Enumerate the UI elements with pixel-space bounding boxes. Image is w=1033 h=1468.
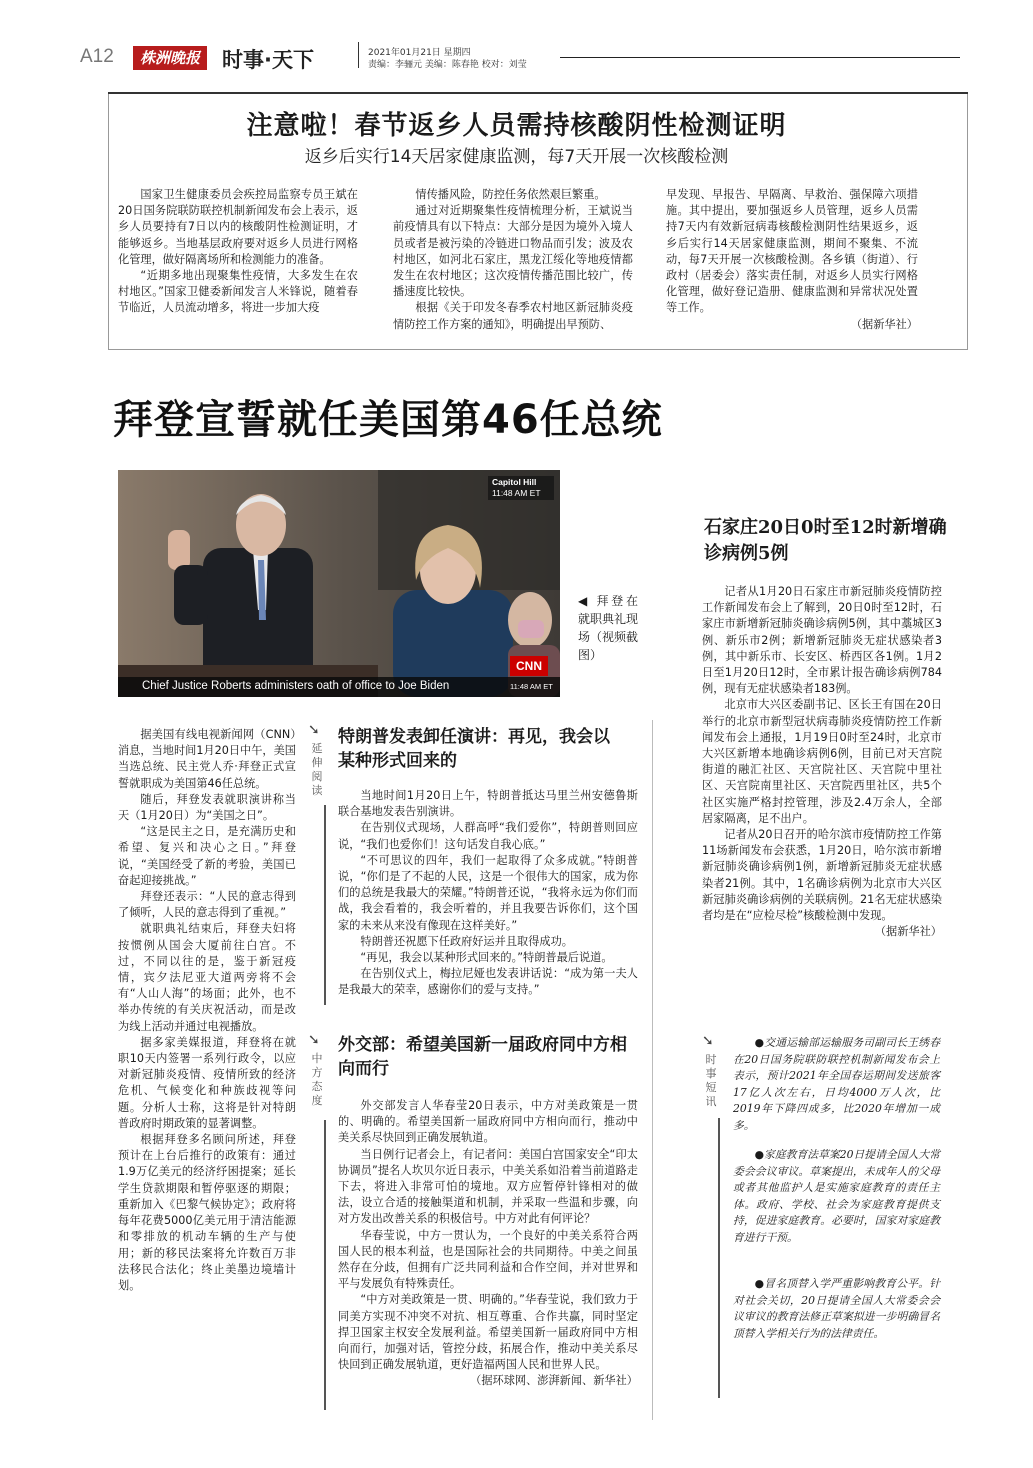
paragraph: 外交部发言人华春莹20日表示，中方对美政策是一贯的、明确的。希望美国新一届政府同中方相向而行，推动中美关系尽快回到正确发展轨道。 (338, 1099, 638, 1145)
paragraph: “再见，我会以某种形式回来的。”特朗普最后说道。 (360, 951, 613, 965)
brief-item: ●交通运输部运输服务司副司长王绣春在20日国务院联防联控机制新闻发布会上表示，预计2021年全国春运期间发送旅客17亿人次左右，日均4000万人次，比2019年下降四成多，比2020年增加一成多。 (733, 1036, 940, 1132)
side-bar (324, 805, 326, 1005)
paragraph: “这是民主之日，是充满历史和希望、复兴和决心之日。”拜登说，“美国经受了新的考验，美国已奋起迎接挑战。” (118, 825, 296, 887)
mfa-story (338, 1098, 638, 1390)
article1-subtitle: 返乡后实行14天居家健康监测，每7天开展一次核酸检测 (304, 147, 729, 167)
paragraph: 随后，拜登发表就职演讲称当天（1月20日）为“美国之日”。 (118, 792, 296, 823)
paragraph: “不可思议的四年，我们一起取得了众多成就。”特朗普说，“你们是了不起的人民，这是一个很伟大的国家，成为你们的总统是我最大的荣耀。”特朗普还说，“我将永远为你们而战，我会看着的，我会听着的，并且我要告诉你们，这个国家的未来从来没有像现在这样美好。” (338, 853, 638, 932)
page-number: A12 (80, 46, 114, 67)
paragraph: 特朗普还祝愿下任政府好运并且取得成功。 (360, 934, 573, 948)
brief-item: ●冒名顶替入学严重影响教育公平。针对社会关切，20日提请全国人大常委会会议审议的教育法修正草案拟进一步明确冒名顶替入学相关行为的法律责任。 (733, 1277, 940, 1340)
arrow-icon: ➘ (702, 1033, 714, 1049)
lower-third-text: Chief Justice Roberts administers oath of office to Joe Biden (142, 680, 450, 692)
biden-story (118, 727, 296, 1294)
article1-source: （据新华社） (850, 317, 918, 331)
issue-date: 2021年01月21日 星期四 (368, 48, 471, 58)
paragraph: 国家卫生健康委员会疾控局监察专员王斌在20日国务院联防联控机制新闻发布会上表示，返乡人员要持有7日以内的核酸阴性检测证明，才能够返乡。当地基层政府要对返乡人员进行网格化管理，做好隔离场所和检测能力的准备。 (118, 188, 358, 266)
photo-caption: ◀ 拜登在就职典礼现场（视频截图） (578, 594, 639, 662)
paragraph: 记者从20日召开的哈尔滨市疫情防控工作第11场新闻发布会获悉，1月20日，哈尔滨市新增新冠肺炎确诊病例1例，新增新冠肺炎无症状感染者21例。其中，1名确诊病例为北京市大兴区新冠肺炎确诊病例的关联病例。21名无症状感染者均是在“应检尽检”核酸检测中发现。 (702, 828, 942, 923)
arrow-icon: ➘ (308, 1032, 320, 1048)
paragraph: “中方对美政策是一贯、明确的。”华春莹说，我们致力于同美方实现不冲突不对抗、相互尊重、合作共赢，同时坚定捍卫国家主权安全发展利益。希望美国新一届政府同中方相向而行，加强对话，管控分歧，拓展合作，推动中美关系尽快回到正确发展轨道，更好造福两国人民和世界人民。 (338, 1293, 638, 1372)
shijiazhuang-story (702, 584, 942, 940)
paragraph: 在告别仪式现场，人群高呼“我们爱你”，特朗普则回应说，“我们也爱你们！这句话发自我心底。” (338, 821, 638, 851)
shijiazhuang-source: （据新华社） (874, 925, 942, 939)
paragraph: 就职典礼结束后，拜登夫妇将按惯例从国会大厦前往白宫。不过，不同以往的是，鉴于新冠疫情，宾夕法尼亚大道两旁将不会有“人山人海”的场面；此外，也不举办传统的有关庆祝活动，而是改为线上活动并通过电视播放。 (118, 922, 296, 1033)
paragraph: 记者从1月20日石家庄市新冠肺炎疫情防控工作新闻发布会上了解到，20日0时至12时，石家庄市新增新冠肺炎确诊病例5例，其中藁城区3例、新乐市2例；新增新冠肺炎无症状感染者3例，其中新乐市、长安区、桥西区各1例。1月2日至1月20日12时，全市累计报告确诊病例784例，现有无症状感染者183例。 (702, 585, 942, 696)
inauguration-photo (118, 470, 560, 697)
article1-column-3 (666, 187, 918, 333)
paragraph: 通过对近期聚集性疫情梳理分析，王斌说当前疫情具有以下特点：大部分是因为境外入境人员或者是被污染的冷链进口物品而引发；波及农村地区，如河北石家庄，黑龙江绥化等地疫情都发生在农村地区；这次疫情传播范围比较广，传播速度比较快。 (393, 204, 633, 299)
badge-time: 11:48 AM ET (492, 488, 541, 498)
cnn-logo: CNN (510, 656, 548, 676)
side-bar (324, 1120, 326, 1410)
paragraph: 据多家美媒报道，拜登将在就职10天内签署一系列行政令，以应对新冠肺炎疫情、疫情所致的经济危机、气候变化和种族歧视等问题。分析人士称，这将是针对特朗普政府时期政策的显著调整。 (118, 1035, 296, 1130)
mfa-title: 外交部：希望美国新一届政府同中方相向而行 (338, 1035, 627, 1079)
newspaper-logo: 株洲晚报 (133, 46, 207, 70)
lower-third-time: 11:48 AM ET (510, 682, 553, 691)
paragraph: 拜登还表示：“人民的意志得到了倾听，人民的意志得到了重视。” (118, 890, 296, 920)
side-bar (718, 1118, 720, 1398)
article1-title: 注意啦！春节返乡人员需持核酸阴性检测证明 (246, 111, 787, 141)
paragraph: 根据《关于印发冬春季农村地区新冠肺炎疫情防控工作方案的通知》，明确提出早预防、 (393, 301, 633, 331)
header-divider (358, 42, 359, 68)
paragraph: 华春莹说，中方一贯认为，一个良好的中美关系符合两国人民的根本利益，也是国际社会的共同期待。中美之间虽然存在分歧，但拥有广泛共同利益和合作空间，并对世界和平与发展负有特殊责任。 (338, 1228, 638, 1291)
article1-column-2 (393, 187, 633, 333)
paragraph: 北京市大兴区委副书记、区长王有国在20日举行的北京市新型冠状病毒肺炎疫情防控工作新闻发布会上通报，1月19日0时至24时，北京市大兴区新增本地确诊病例6例，目前已对天宫院街道的融汇社区、天宫院社区、天宫院中里社区、天宫院南里社区、天宫院西里社区，共5个社区实施严格封控管理，涉及2.4万余人，全部居家隔离，足不出户。 (702, 698, 942, 825)
mfa-source: （据环球网、澎湃新闻、新华社） (470, 1374, 638, 1388)
paragraph: 当地时间1月20日上午，特朗普抵达马里兰州安德鲁斯联合基地发表告别演讲。 (338, 789, 638, 819)
arrow-icon: ➘ (308, 722, 320, 738)
label-news-briefs: 时事短讯 (705, 1053, 717, 1108)
column-divider (652, 720, 653, 1420)
photo-illustration (118, 470, 560, 697)
brief-item: ●家庭教育法草案20日提请全国人大常委会会议审议。草案提出，未成年人的父母或者其他监护人是实施家庭教育的责任主体。政府、学校、社会为家庭教育提供支持，促进家庭教育。必要时，国家对家庭教育进行干预。 (733, 1148, 940, 1244)
main-headline: 拜登宣誓就任美国第46任总统 (113, 397, 663, 443)
trump-title: 特朗普发表卸任演讲：再见，我会以某种形式回来的 (338, 727, 610, 771)
paragraph: “近期多地出现聚集性疫情，大多发生在农村地区。”国家卫健委新闻发言人米锋说，随着春节临近，人员流动增多，将进一步加大疫 (118, 269, 358, 315)
location-badge (488, 476, 554, 500)
lower-third-bar (118, 677, 560, 697)
badge-location: Capitol Hill (492, 477, 537, 487)
box-top-rule (108, 92, 968, 94)
article1-column-1 (118, 187, 358, 317)
paragraph: 据美国有线电视新闻网（CNN）消息，当地时间1月20日中午，美国当选总统、民主党人乔·拜登正式宣誓就职成为美国第46任总统。 (118, 728, 296, 790)
shijiazhuang-title: 石家庄20日0时至12时新增确诊病例5例 (704, 517, 947, 564)
paragraph: 当日例行记者会上，有记者问：美国白宫国家安全“印太协调员”提名人坎贝尔近日表示，中美关系如沿着当前道路走下去，将进入非常可怕的境地。双方应暂停针锋相对的做法，设立合适的接触渠道和机制，并采取一些温和步骤，向对方发出改善关系的积极信号。中方对此有何评论？ (338, 1147, 638, 1226)
label-extended-reading: 延伸阅读 (311, 742, 323, 797)
trump-story (338, 788, 638, 999)
header-rule (560, 57, 960, 58)
label-china-stance: 中方态度 (311, 1052, 323, 1107)
editor-credits: 责编：李骊元 美编：陈春艳 校对：刘莹 (368, 60, 527, 70)
paragraph: 根据拜登多名顾问所述，拜登预计在上台后推行的政策有：通过1.9万亿美元的经济纾困提案；延长学生贷款期限和暂停驱逐的期限；重新加入《巴黎气候协定》；政府将每年花费5000亿美元用于清洁能源和零排放的机动车辆的生产与使用；新的移民法案将允许数百万非法移民合法化；终止美墨边境墙计划。 (118, 1133, 296, 1292)
paragraph: 在告别仪式上，梅拉尼娅也发表讲话说：“成为第一夫人是我最大的荣幸，感谢你们的爱与支持。” (338, 967, 638, 997)
paragraph: 情传播风险，防控任务依然艰巨繁重。 (415, 188, 606, 201)
section-title: 时事·天下 (222, 48, 314, 72)
paragraph: 早发现、早报告、早隔离、早救治、强保障六项措施。其中提出，要加强返乡人员管理，返乡人员需持7天内有效新冠病毒核酸检测阴性结果返乡，返乡后实行14天居家健康监测，期间不聚集、不流动，每7天开展一次核酸检测。各乡镇（街道）、行政村（居委会）落实责任制，对返乡人员实行网格化管理，做好登记造册、健康监测和异常状况处置等工作。 (666, 188, 918, 315)
